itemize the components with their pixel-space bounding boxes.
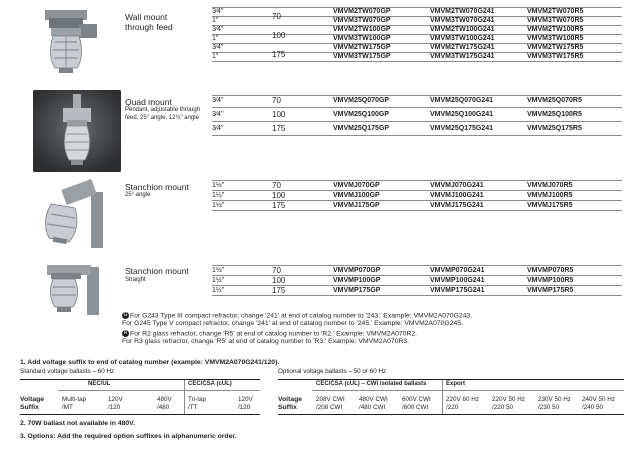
hub-size: 3⁄4" (212, 97, 224, 104)
catalog-number: VMVMP175G241 (430, 287, 485, 294)
catalog-number: VMVM2TW175GP (333, 44, 391, 51)
voltage-heading: 1. Add voltage suffix to end of catalog number (example: VMVM2A070G241/120). (20, 359, 280, 366)
catalog-number: VMVM2TW070G241 (430, 8, 495, 15)
catalog-number: VMVM25Q070R5 (527, 97, 582, 104)
hub-size: 1½" (212, 277, 225, 284)
catalog-number: VMVM25Q100GP (333, 111, 390, 118)
catalog-number: VMVMP070GP (333, 267, 381, 274)
voltage-option: 600V CWI (402, 396, 431, 403)
voltage-option: /240 50 (582, 404, 604, 411)
voltage-option: /MT (62, 404, 73, 411)
hub-size: 3⁄4" (212, 26, 224, 33)
hub-size: 1" (212, 17, 219, 24)
table-row (0, 191, 640, 200)
table-row (0, 181, 640, 190)
voltage-option: 120V (238, 396, 253, 403)
catalog-number: VMVM3TW100GP (333, 35, 391, 42)
wattage: 70 (272, 96, 281, 105)
catalog-number: VMVMJ100GP (333, 192, 380, 199)
r-badge: R (123, 330, 128, 336)
voltage-option: /480 (157, 404, 170, 411)
catalog-number: VMVM2TW100R5 (527, 26, 584, 33)
voltage-option: /220 50 (492, 404, 514, 411)
group-subtitle-stanchion-angle: 25° angle (125, 192, 151, 198)
wattage-175: 175 (272, 50, 286, 59)
table-row (0, 52, 640, 61)
voltage-option: /480 CWI (359, 404, 386, 411)
catalog-number: VMVMJ100R5 (527, 192, 573, 199)
catalog-number: VMVMJ175G241 (430, 202, 484, 209)
voltage-option: 120V (108, 396, 123, 403)
voltage-row-label-optional: Voltage (278, 396, 303, 403)
suffix-row-label-optional: Suffix (278, 404, 297, 411)
cec-csa-header: CEC/CSA (cUL) (188, 381, 232, 387)
catalog-number: VMVMJ175R5 (527, 202, 573, 209)
voltage-option: 220V 50 Hz (492, 396, 525, 403)
optional-voltage-label: Optional voltage ballasts – 50 or 60 Hz (278, 368, 387, 375)
catalog-number: VMVM2TW175R5 (527, 44, 584, 51)
hub-size: 3⁄4" (212, 44, 224, 51)
r-refractor-note-2: For R3 glass refractor, change 'R5' at end of catalog number to 'R3.' Example: VMVM2A070R3. (122, 338, 410, 345)
r-refractor-note-1: R For R2 glass refractor, change 'R5' at end of catalog number to 'R2.' Example: VMVM2A070R2. (123, 330, 418, 338)
catalog-number: VMVM2TW175G241 (430, 44, 495, 51)
catalog-number: VMVM2TW100GP (333, 26, 391, 33)
wattage: 100 (272, 110, 286, 119)
catalog-number: VMVMJ070G241 (430, 182, 484, 189)
group-title-quad-mount: Quad mount (125, 97, 172, 107)
table-row (0, 96, 640, 105)
catalog-number: VMVM3TW070G241 (430, 17, 495, 24)
catalog-number: VMVM2TW070R5 (527, 8, 584, 15)
hub-size: 1½" (212, 267, 225, 274)
g-badge: G (123, 312, 128, 318)
group-subtitle-wall-mount: through feed (125, 22, 173, 32)
voltage-option: /120 (108, 404, 121, 411)
voltage-option: 240V 50 Hz (582, 396, 615, 403)
hub-size: 1" (212, 35, 219, 42)
hub-size: 1½" (212, 192, 225, 199)
wattage: 100 (272, 276, 286, 285)
catalog-number: VMVM3TW175GP (333, 53, 391, 60)
standard-voltage-label: Standard voltage ballasts – 60 Hz (20, 368, 115, 375)
hub-size: 1½" (212, 182, 225, 189)
catalog-number: VMVM25Q175GP (333, 125, 390, 132)
voltage-option: 208V CWI (316, 396, 345, 403)
catalog-number: VMVM25Q070G241 (430, 97, 494, 104)
catalog-number: VMVM25Q175G241 (430, 125, 494, 132)
hub-size: 3⁄4" (212, 111, 224, 118)
catalog-number: VMVMJ070R5 (527, 182, 573, 189)
voltage-option: /230 50 (538, 404, 560, 411)
group-subtitle-quad-mount: Pendant, adjustable through feed, 25° angle, 12½" angle (125, 107, 201, 121)
catalog-number: VMVMP175GP (333, 287, 381, 294)
catalog-number: VMVMP100G241 (430, 277, 485, 284)
footnote-2: 2. 70W ballast not available in 480V. (20, 420, 135, 427)
wattage: 175 (272, 124, 286, 133)
nec-ul-header: NEC/UL (88, 381, 111, 387)
table-row (0, 201, 640, 210)
hub-size: 1½" (212, 287, 225, 294)
wattage-100: 100 (272, 31, 286, 40)
export-header: Export (446, 381, 466, 387)
catalog-number: VMVMP100GP (333, 277, 381, 284)
catalog-number: VMVM25Q070GP (333, 97, 390, 104)
catalog-number: VMVM3TW070GP (333, 17, 391, 24)
g-refractor-note-1: G For G243 Type III compact refractor, change '241' at end of catalog number to '243.' Example: VMVM2A070G243. (123, 312, 473, 320)
suffix-row-label: Suffix (20, 404, 39, 411)
catalog-number: VMVM3TW175R5 (527, 53, 584, 60)
voltage-row-label: Voltage (20, 396, 45, 403)
table-row (0, 124, 640, 133)
group-title-wall-mount: Wall mount (125, 12, 168, 22)
catalog-number: VMVM3TW100G241 (430, 35, 495, 42)
wattage: 100 (272, 191, 286, 200)
table-row (0, 110, 640, 119)
table-row (0, 16, 640, 25)
wattage: 70 (272, 266, 281, 275)
catalog-number: VMVM25Q100G241 (430, 111, 494, 118)
catalog-number: VMVMJ100G241 (430, 192, 484, 199)
hub-size: 1" (212, 53, 219, 60)
wattage: 175 (272, 201, 286, 210)
wattage-70: 70 (272, 12, 281, 21)
catalog-number: VMVMJ175GP (333, 202, 380, 209)
table-row (0, 43, 640, 52)
catalog-number: VMVMP175R5 (527, 287, 574, 294)
table-row (0, 34, 640, 43)
catalog-number: VMVM2TW070GP (333, 8, 391, 15)
table-row (0, 266, 640, 275)
table-row (0, 276, 640, 285)
catalog-number: VMVM3TW100R5 (527, 35, 584, 42)
catalog-number: VMVMP070G241 (430, 267, 485, 274)
wattage: 175 (272, 286, 286, 295)
catalog-number: VMVMP070R5 (527, 267, 574, 274)
voltage-option: /TT (188, 404, 198, 411)
catalog-number: VMVMP100R5 (527, 277, 574, 284)
wattage: 70 (272, 181, 281, 190)
hub-size: 3⁄4" (212, 8, 224, 15)
hub-size: 3⁄4" (212, 125, 224, 132)
catalog-number: VMVMJ070GP (333, 182, 380, 189)
voltage-option: Tri-tap (188, 396, 206, 403)
voltage-option: /220 (446, 404, 459, 411)
group-title-stanchion-angle: Stanchion mount (125, 182, 189, 192)
g-refractor-note-2: For G245 Type V compact refractor, change '241' at end of catalog number to '245.' Example: VMVM2A070G245. (122, 320, 463, 327)
voltage-option: 230V 50 Hz (538, 396, 571, 403)
catalog-number: VMVM3TW070R5 (527, 17, 584, 24)
footnote-3: 3. Options: Add the required option suffixes in alphanumeric order. (20, 433, 237, 440)
voltage-option: /120 (238, 404, 251, 411)
table-row (0, 25, 640, 34)
voltage-option: 480V (157, 396, 172, 403)
cec-cwi-header: CEC/CSA (cUL) – CWI isolated ballasts (316, 381, 427, 387)
voltage-option: Multi-tap (62, 396, 87, 403)
catalog-number: VMVM25Q100R5 (527, 111, 582, 118)
group-title-stanchion-straight: Stanchion mount (125, 266, 189, 276)
catalog-number: VMVM2TW100G241 (430, 26, 495, 33)
hub-size: 1½" (212, 202, 225, 209)
catalog-number: VMVM3TW175G241 (430, 53, 495, 60)
voltage-option: /600 CWI (402, 404, 429, 411)
voltage-option: /208 CWI (316, 404, 343, 411)
voltage-option: 480V CWI (359, 396, 388, 403)
catalog-number: VMVM25Q175R5 (527, 125, 582, 132)
group-subtitle-stanchion-straight: Straight (125, 277, 146, 283)
table-row (0, 7, 640, 16)
voltage-option: 220V 60 Hz (446, 396, 479, 403)
table-row (0, 286, 640, 295)
